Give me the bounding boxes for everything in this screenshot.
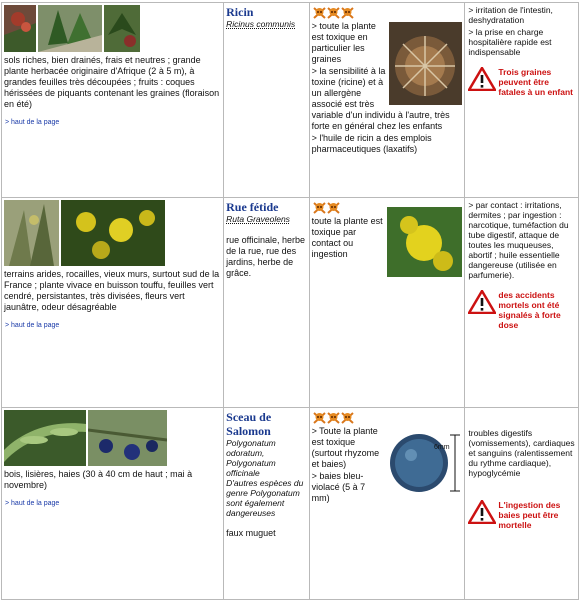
ricin-fruit-photo <box>389 22 462 105</box>
toxicity-line: > la sensibilité à la toxine (ricine) et à un allergène associé est très variable d'un individu à l'autre, très forte en général chez les enfants <box>311 66 450 131</box>
related-species-note: D'autres espèces du genre Polygonatum sont également dangereuses <box>226 478 304 518</box>
skull-icon <box>313 6 326 20</box>
common-names: rue officinale, herbe de la rue, rue des jardins, herbe de grâce. <box>226 235 306 278</box>
habitat-text: sols riches, bien drainés, frais et neutres ; grande plante herbacée originaire d'Afrique (2 à 5 m), à grandes feuilles très découpées ; fruits : coques hérissées de piquants contenant les graines (floraison en été) <box>4 55 220 109</box>
warning-block <box>468 500 576 530</box>
habitat-cell <box>2 408 224 600</box>
toxicity-line: > l'huile de ricin a des emplois pharmaceutiques (laxatifs) <box>311 133 432 154</box>
danger-rating <box>313 6 465 20</box>
sceau-photo-1 <box>4 410 86 466</box>
rue-flower-photo <box>387 207 462 277</box>
toxicity-line: > Toute la plante est toxique (surtout rhyzome et baies) <box>311 426 380 469</box>
symptom-line: > la prise en charge hospitalière rapide est indispensable <box>468 27 552 57</box>
warning-block <box>468 67 576 97</box>
skull-icon <box>327 201 340 215</box>
symptoms-cell <box>465 408 579 600</box>
symptom-line: > par contact : irritations, dermites ; par ingestion : narcotique, tuméfaction du tube digestif, attaque de toutes les muqueuses, abortif ; huile essentielle dangereuse (utilisée en parfumerie). <box>468 200 569 280</box>
plant-name: Rue fétide <box>226 200 279 214</box>
skull-icon <box>341 411 354 425</box>
toxicity-cell <box>309 3 465 198</box>
ricin-photo-1 <box>4 5 36 52</box>
latin-name: Ricinus communis <box>226 19 296 29</box>
skull-icon <box>313 201 326 215</box>
skull-icon <box>327 411 340 425</box>
sceau-photo-2 <box>88 410 167 466</box>
common-names: faux muguet <box>226 528 276 538</box>
skull-icon <box>313 411 326 425</box>
habitat-cell <box>2 3 224 198</box>
toxicity-line: > toute la plante est toxique en particulier les graines <box>311 21 376 64</box>
latin-name: Ruta Graveolens <box>226 214 290 224</box>
ricin-photo-3 <box>104 5 140 52</box>
warning-text: des accidents mortels ont été signalés à forte dose <box>498 290 561 330</box>
ricin-photo-2 <box>38 5 102 52</box>
table-row <box>2 408 579 600</box>
rue-photo-1 <box>4 200 59 266</box>
table-row <box>2 3 579 198</box>
berry-photo <box>387 427 462 497</box>
symptoms-cell <box>465 198 579 408</box>
symptom-line: troubles digestifs (vomissements), cardiaques et sanguins (ralentissement du rythme cardiaque), hypoglycémie <box>468 428 575 478</box>
name-cell <box>224 3 309 198</box>
table-row <box>2 198 579 408</box>
name-cell <box>224 408 309 600</box>
back-to-top-link[interactable]: > haut de la page <box>5 500 60 507</box>
toxicity-cell <box>309 198 465 408</box>
symptom-line: > irritation de l'intestin, deshydratation <box>468 5 553 25</box>
danger-rating <box>313 411 465 425</box>
toxicity-line: > baies bleu-violacé (5 à 7 mm) <box>311 471 366 503</box>
habitat-cell <box>2 198 224 408</box>
warning-text: L'ingestion des baies peut être mortelle <box>498 500 561 530</box>
warning-triangle-icon <box>468 67 496 91</box>
skull-icon <box>341 6 354 20</box>
warning-text: Trois graines peuvent être fatales à un enfant <box>498 67 574 97</box>
back-to-top-link[interactable]: > haut de la page <box>5 119 60 126</box>
warning-triangle-icon <box>468 290 496 314</box>
berry-scale-label: 6mm <box>434 444 450 451</box>
symptoms-cell <box>465 3 579 198</box>
warning-block <box>468 290 576 330</box>
back-to-top-link[interactable]: > haut de la page <box>5 322 60 329</box>
rue-photo-2 <box>61 200 165 266</box>
latin-name: Polygonatum odoratum, Polygonatum officinale <box>226 438 276 478</box>
habitat-text: terrains arides, rocailles, vieux murs, surtout sud de la France ; plante vivace en buisson touffu, feuilles vert cendré, persistantes, très divisées, fleurs vert jaunâtre, odeur désagréable <box>4 269 220 312</box>
warning-triangle-icon <box>468 500 496 524</box>
toxicity-cell <box>309 408 465 600</box>
plants-table <box>1 2 579 600</box>
skull-icon <box>327 6 340 20</box>
toxicity-line: toute la plante est toxique par contact ou ingestion <box>311 216 383 259</box>
plant-name: Sceau de Salomon <box>226 410 272 438</box>
name-cell <box>224 198 309 408</box>
plant-name: Ricin <box>226 5 254 19</box>
habitat-text: bois, lisières, haies (30 à 40 cm de haut ; mai à novembre) <box>4 469 193 490</box>
